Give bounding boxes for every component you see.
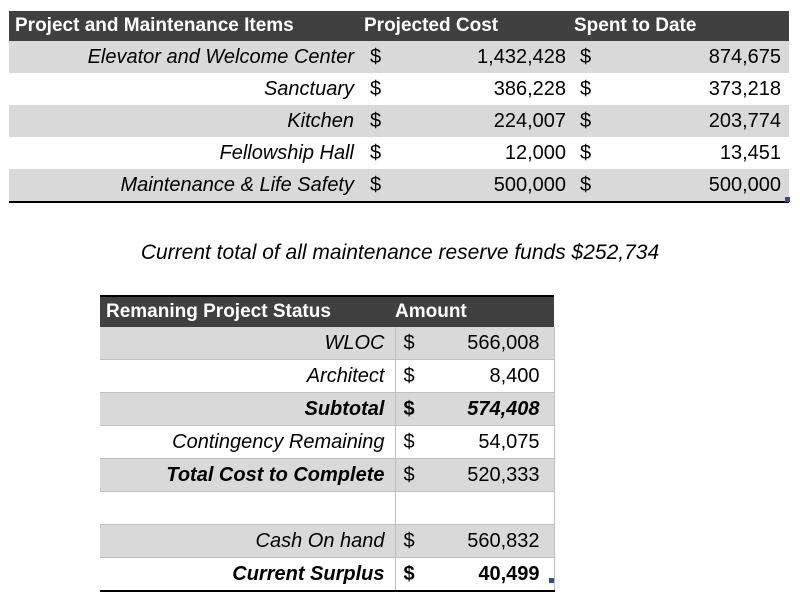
header-project-items: Project and Maintenance Items (9, 11, 364, 41)
project-item-name: Sanctuary (263, 78, 354, 100)
projected-cost-value: 1,432,428 (394, 41, 574, 73)
project-item-name: Maintenance & Life Safety (9, 169, 364, 202)
status-amount: 566,008 (427, 327, 554, 360)
currency-symbol: $ (364, 105, 394, 137)
table-row (9, 137, 789, 169)
table-row (100, 525, 554, 558)
project-item-name: Fellowship Hall (219, 142, 354, 164)
table-row (100, 492, 554, 525)
currency-symbol: $ (395, 525, 427, 558)
currency-symbol: $ (574, 105, 604, 137)
status-amount: 8,400 (427, 360, 554, 393)
projected-cost-value: 12,000 (504, 142, 566, 164)
status-amount: 520,333 (427, 459, 554, 492)
project-status-table (100, 295, 555, 592)
status-label: WLOC (100, 327, 395, 360)
status-amount: 54,075 (427, 426, 554, 459)
status-label: Current Surplus (100, 558, 395, 592)
table-row (9, 41, 789, 73)
currency-symbol: $ (395, 426, 427, 459)
currency-symbol: $ (370, 78, 382, 100)
status-amount: 40,499 (427, 558, 554, 592)
spent-to-date-value: 373,218 (708, 78, 782, 100)
status-label: Cash On hand (100, 525, 395, 558)
projected-cost-value: 224,007 (394, 105, 574, 137)
table-resize-handle[interactable] (785, 197, 790, 202)
currency-symbol: $ (395, 327, 427, 360)
status-amount (427, 492, 554, 525)
currency-symbol: $ (574, 169, 604, 202)
currency-symbol: $ (395, 558, 427, 592)
table-row (100, 558, 554, 592)
header-project-status: Remaning Project Status (100, 296, 395, 327)
currency-symbol: $ (364, 169, 394, 202)
projects-table (9, 11, 789, 203)
projected-cost-value: 500,000 (394, 169, 574, 202)
header-projected-cost: Projected Cost (364, 11, 574, 41)
spent-to-date-value: 13,451 (719, 142, 782, 164)
currency-symbol: $ (395, 393, 427, 426)
status-label: Contingency Remaining (100, 426, 395, 459)
header-spent-to-date: Spent to Date (574, 11, 789, 41)
projected-cost-value: 386,228 (493, 78, 566, 100)
table-row (100, 426, 554, 459)
table-row (100, 459, 554, 492)
status-header-row (100, 296, 554, 327)
currency-symbol: $ (364, 41, 394, 73)
status-amount: 560,832 (427, 525, 554, 558)
table-resize-handle[interactable] (549, 578, 554, 583)
spent-to-date-value: 203,774 (604, 105, 789, 137)
status-amount: 574,408 (427, 393, 554, 426)
spent-to-date-value: 500,000 (604, 169, 789, 202)
project-item-name: Kitchen (9, 105, 364, 137)
status-label: Total Cost to Complete (100, 459, 395, 492)
project-item-name: Elevator and Welcome Center (9, 41, 364, 73)
table-row (100, 360, 554, 393)
currency-symbol: $ (580, 78, 592, 100)
table-row (100, 327, 554, 360)
table-row (100, 393, 554, 426)
status-label: Subtotal (100, 393, 395, 426)
status-label: Architect (100, 360, 395, 393)
table-row (9, 73, 789, 105)
currency-symbol: $ (580, 142, 592, 164)
table-row (9, 169, 789, 202)
currency-symbol: $ (395, 360, 427, 393)
spent-to-date-value: 874,675 (604, 41, 789, 73)
currency-symbol: $ (574, 41, 604, 73)
projects-header-row (9, 11, 789, 41)
header-amount: Amount (395, 296, 554, 327)
status-label (100, 492, 395, 525)
table-row (9, 105, 789, 137)
currency-symbol: $ (370, 142, 382, 164)
reserve-funds-line: Current total of all maintenance reserve funds $252,734 (140, 241, 660, 264)
currency-symbol: $ (395, 459, 427, 492)
currency-symbol (395, 492, 427, 525)
